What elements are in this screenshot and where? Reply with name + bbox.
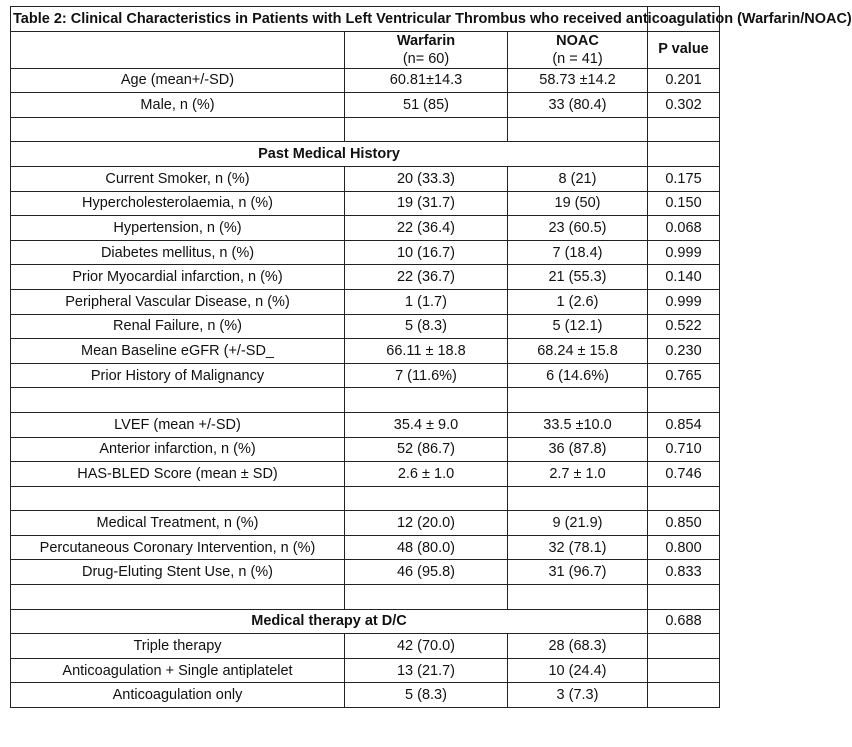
empty-cell [508,585,648,610]
table-row [11,535,720,560]
noac-value: 28 (68.3) [508,634,648,659]
blank-row [11,117,720,142]
p-value [648,683,720,708]
warfarin-value: 7 (11.6%) [345,363,508,388]
row-label: Anticoagulation + Single antiplatelet [11,658,345,683]
warfarin-value: 20 (33.3) [345,166,508,191]
warfarin-value: 13 (21.7) [345,658,508,683]
noac-value: 33.5 ±10.0 [508,412,648,437]
row-label: Anterior infarction, n (%) [11,437,345,462]
empty-cell [648,486,720,511]
warfarin-value: 12 (20.0) [345,511,508,536]
table-row [11,363,720,388]
p-value: 0.140 [648,265,720,290]
empty-cell [508,388,648,413]
p-value: 0.068 [648,216,720,241]
table-row [11,462,720,487]
row-label: Peripheral Vascular Disease, n (%) [11,289,345,314]
p-value: 0.999 [648,289,720,314]
warfarin-value: 2.6 ± 1.0 [345,462,508,487]
p-value: 0.800 [648,535,720,560]
row-label: Triple therapy [11,634,345,659]
blank-row [11,585,720,610]
empty-cell [345,117,508,142]
row-label: Percutaneous Coronary Intervention, n (%) [11,535,345,560]
noac-value: 3 (7.3) [508,683,648,708]
header-warfarin-label: Warfarin [396,32,456,49]
warfarin-value: 60.81±14.3 [345,68,508,93]
warfarin-value: 66.11 ± 18.8 [345,339,508,364]
noac-value: 19 (50) [508,191,648,216]
clinical-characteristics-table [10,6,852,708]
p-value: 0.201 [648,68,720,93]
warfarin-value: 22 (36.4) [345,216,508,241]
table-row [11,216,720,241]
warfarin-value: 46 (95.8) [345,560,508,585]
warfarin-value: 1 (1.7) [345,289,508,314]
section-row [11,609,720,634]
table-row [11,683,720,708]
blank-row [11,388,720,413]
p-value: 0.150 [648,191,720,216]
warfarin-value: 10 (16.7) [345,240,508,265]
empty-cell [11,388,345,413]
noac-value: 1 (2.6) [508,289,648,314]
table-row [11,560,720,585]
table-row [11,240,720,265]
empty-cell [11,585,345,610]
empty-cell [345,585,508,610]
table-row [11,658,720,683]
table-row [11,289,720,314]
p-value: 0.765 [648,363,720,388]
row-label: Mean Baseline eGFR (+/-SD_ [11,339,345,364]
noac-value: 68.24 ± 15.8 [508,339,648,364]
noac-value: 21 (55.3) [508,265,648,290]
p-value: 0.522 [648,314,720,339]
empty-cell [11,486,345,511]
warfarin-value: 35.4 ± 9.0 [345,412,508,437]
empty-cell [345,486,508,511]
header-noac [508,31,648,68]
noac-value: 36 (87.8) [508,437,648,462]
p-value: 0.175 [648,166,720,191]
p-value: 0.854 [648,412,720,437]
header-noac-label: NOAC [556,32,599,49]
header-warfarin-n: (n= 60) [402,50,450,67]
section-heading: Past Medical History [11,142,648,167]
row-label: HAS-BLED Score (mean ± SD) [11,462,345,487]
noac-value: 58.73 ±14.2 [508,68,648,93]
table-row [11,314,720,339]
noac-value: 7 (18.4) [508,240,648,265]
noac-value: 32 (78.1) [508,535,648,560]
warfarin-value: 42 (70.0) [345,634,508,659]
warfarin-value: 48 (80.0) [345,535,508,560]
noac-value: 9 (21.9) [508,511,648,536]
p-value: 0.833 [648,560,720,585]
table-row [11,93,720,118]
row-label: Age (mean+/-SD) [11,68,345,93]
row-label: Current Smoker, n (%) [11,166,345,191]
header-noac-n: (n = 41) [552,50,603,67]
section-heading: Medical therapy at D/C [11,609,648,634]
warfarin-value: 22 (36.7) [345,265,508,290]
p-value: 0.746 [648,462,720,487]
table-row [11,437,720,462]
warfarin-value: 5 (8.3) [345,683,508,708]
noac-value: 5 (12.1) [508,314,648,339]
header-row [11,31,720,68]
noac-value: 6 (14.6%) [508,363,648,388]
table-row [11,511,720,536]
row-label: Anticoagulation only [11,683,345,708]
header-empty-cell [11,31,345,68]
empty-cell [648,117,720,142]
table-title-row [11,7,720,32]
row-label: LVEF (mean +/-SD) [11,412,345,437]
row-label: Prior History of Malignancy [11,363,345,388]
warfarin-value: 52 (86.7) [345,437,508,462]
noac-value: 33 (80.4) [508,93,648,118]
row-label: Drug-Eluting Stent Use, n (%) [11,560,345,585]
table-row [11,166,720,191]
p-value: 0.999 [648,240,720,265]
empty-cell [508,117,648,142]
row-label: Hypercholesterolaemia, n (%) [11,191,345,216]
row-label: Male, n (%) [11,93,345,118]
table-row [11,191,720,216]
noac-value: 10 (24.4) [508,658,648,683]
table-row [11,412,720,437]
table-row [11,68,720,93]
header-p-value: P value [648,31,720,68]
row-label: Renal Failure, n (%) [11,314,345,339]
blank-row [11,486,720,511]
table-title: Table 2: Clinical Characteristics in Patients with Left Ventricular Thrombus who received anticoagulation (Warfarin/NOAC) [11,7,648,32]
header-warfarin [345,31,508,68]
empty-cell [648,388,720,413]
row-label: Medical Treatment, n (%) [11,511,345,536]
noac-value: 23 (60.5) [508,216,648,241]
p-value: 0.850 [648,511,720,536]
section-p-value: 0.688 [648,609,720,634]
p-value: 0.230 [648,339,720,364]
p-value [648,634,720,659]
empty-cell [508,486,648,511]
empty-cell [345,388,508,413]
warfarin-value: 51 (85) [345,93,508,118]
noac-value: 8 (21) [508,166,648,191]
empty-cell [11,117,345,142]
row-label: Prior Myocardial infarction, n (%) [11,265,345,290]
noac-value: 31 (96.7) [508,560,648,585]
noac-value: 2.7 ± 1.0 [508,462,648,487]
section-row [11,142,720,167]
p-value: 0.710 [648,437,720,462]
p-value [648,658,720,683]
table-row [11,339,720,364]
warfarin-value: 5 (8.3) [345,314,508,339]
empty-cell [648,585,720,610]
row-label: Hypertension, n (%) [11,216,345,241]
row-label: Diabetes mellitus, n (%) [11,240,345,265]
warfarin-value: 19 (31.7) [345,191,508,216]
table-row [11,265,720,290]
section-p-value [648,142,720,167]
p-value: 0.302 [648,93,720,118]
table-row [11,634,720,659]
